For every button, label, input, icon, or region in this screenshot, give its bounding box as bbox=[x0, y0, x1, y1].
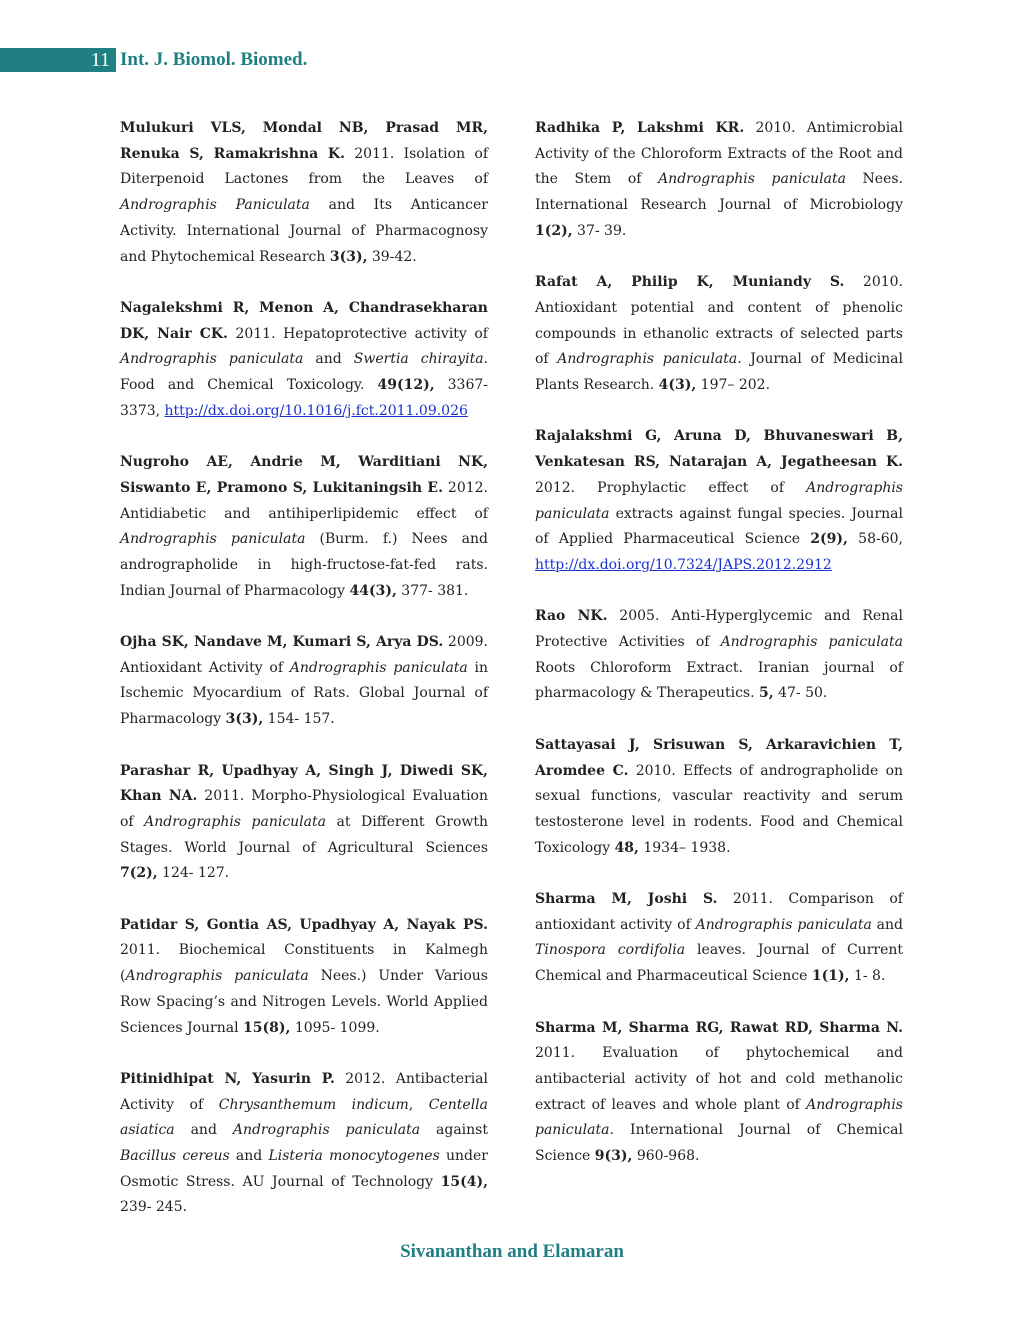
ref-text: 3367- 3373, bbox=[120, 377, 489, 419]
ref-bold-text: 48, bbox=[614, 839, 639, 856]
ref-bold-text: Pitinidhipat N, Yasurin P. bbox=[120, 1070, 335, 1087]
ref-text: Nees.) Under Various Row Spacing’s and Nitrogen Levels. World Applied Sciences Journal bbox=[120, 968, 488, 1036]
ref-text: 2012. Antibacterial Activity of bbox=[120, 1070, 489, 1113]
ref-bold-text: Mulukuri VLS, Mondal NB, Prasad MR, Renuka S, Ramakrishna K. bbox=[120, 120, 488, 162]
ref-bold-text: 5, bbox=[759, 685, 774, 702]
ref-italic-text: Andrographis paniculata bbox=[557, 351, 738, 368]
ref-text: 2011. Biochemical Constituents in Kalmegh ( bbox=[120, 942, 488, 985]
ref-bold-text: 2(9), bbox=[810, 531, 848, 548]
ref-text: 960-968. bbox=[632, 1148, 700, 1165]
ref-text: 2010. Antioxidant potential and content of phenolic compounds in ethanolic extracts of selected parts of bbox=[535, 274, 903, 368]
reference-entry bbox=[535, 604, 903, 707]
ref-text: 2011. Hepatoprotective activity of bbox=[227, 325, 488, 342]
ref-bold-text: Parashar R, Upadhyay A, Singh J, Diwedi SK, Khan NA. bbox=[120, 762, 488, 805]
ref-bold-text: 4(3), bbox=[658, 377, 697, 394]
journal-title: Int. J. Biomol. Biomed. bbox=[120, 49, 308, 70]
ref-italic-text: Andrographis paniculata bbox=[658, 171, 846, 188]
ref-text: 2012. Antidiabetic and antihiperlipidemic effect of bbox=[120, 479, 489, 522]
ref-bold-text: 1(2), bbox=[535, 222, 573, 239]
ref-text: 58-60, bbox=[847, 531, 903, 548]
ref-text: 124- 127. bbox=[157, 865, 230, 882]
ref-text: and bbox=[229, 1148, 269, 1165]
ref-italic-text: Andrographis paniculata bbox=[125, 968, 309, 985]
ref-text: 2010. Effects of andrographolide on sexual functions, vascular reactivity and serum testosterone level in rodents. Food and Chemical Toxicology bbox=[535, 762, 904, 856]
ref-text: 154- 157. bbox=[263, 711, 335, 728]
ref-bold-text: Sharma M, Joshi S. bbox=[535, 891, 718, 908]
ref-italic-text: Andrographis paniculata bbox=[535, 479, 903, 522]
ref-text: extracts against fungal species. Journal of Applied Pharmaceutical Science bbox=[535, 505, 903, 548]
ref-text: and bbox=[174, 1122, 233, 1139]
ref-bold-text: 1(1), bbox=[811, 968, 850, 985]
doi-link[interactable]: http://dx.doi.org/10.7324/JAPS.2012.2912 bbox=[535, 556, 832, 573]
ref-text: 2009. Antioxidant Activity of bbox=[120, 634, 489, 676]
ref-text: . Food and Chemical Toxicology. bbox=[120, 351, 488, 394]
ref-bold-text: 49(12), bbox=[377, 377, 435, 394]
ref-text: at Different Growth Stages. World Journal of Agricultural Sciences bbox=[120, 813, 489, 856]
ref-bold-text: Radhika P, Lakshmi KR. bbox=[535, 120, 745, 136]
ref-bold-text: 44(3), bbox=[349, 582, 397, 599]
ref-text: 197– 202. bbox=[696, 377, 771, 394]
ref-bold-text: Nugroho AE, Andrie M, Warditiani NK, Siswanto E, Pramono S, Lukitaningsih E. bbox=[120, 454, 488, 496]
ref-text: 2011. Comparison of antioxidant activity of bbox=[535, 891, 903, 933]
ref-text: in Ischemic Myocardium of Rats. Global Journal of Pharmacology bbox=[120, 659, 488, 728]
reference-entry bbox=[120, 913, 488, 1042]
ref-text: leaves. Journal of Current Chemical and Pharmaceutical Science bbox=[535, 942, 904, 985]
reference-entry bbox=[120, 116, 488, 270]
references-left-column bbox=[120, 116, 488, 1247]
reference-entry bbox=[535, 1016, 903, 1170]
ref-text: . Journal of Medicinal Plants Research. bbox=[535, 351, 903, 394]
ref-italic-text: Swertia chirayita bbox=[353, 351, 484, 368]
ref-italic-text: Andrographis paniculata bbox=[720, 634, 903, 651]
ref-italic-text: Andrographis paniculata bbox=[120, 351, 304, 368]
ref-italic-text: Andrographis Paniculata bbox=[120, 197, 310, 214]
ref-text: and bbox=[303, 351, 354, 368]
reference-entry bbox=[535, 116, 903, 245]
page-number: 11 bbox=[0, 48, 116, 72]
ref-text: against bbox=[420, 1122, 488, 1139]
ref-bold-text: Sharma M, Sharma RG, Rawat RD, Sharma N. bbox=[535, 1019, 903, 1036]
reference-entry bbox=[120, 759, 488, 888]
ref-text: 1- 8. bbox=[849, 968, 886, 985]
ref-text: 2011. Morpho-Physiological Evaluation of bbox=[120, 788, 488, 830]
ref-bold-text: 3(3), bbox=[329, 248, 368, 265]
ref-text: 1095- 1099. bbox=[290, 1019, 380, 1036]
ref-bold-text: 7(2), bbox=[120, 865, 158, 882]
footer-authors: Sivananthan and Elamaran bbox=[400, 1241, 624, 1262]
reference-entry bbox=[535, 424, 903, 578]
ref-text: Nees. International Research Journal of Microbiology bbox=[535, 171, 903, 214]
ref-text: 37- 39. bbox=[572, 222, 627, 239]
ref-italic-text: Bacillus cereus bbox=[120, 1148, 230, 1165]
reference-entry bbox=[120, 630, 488, 733]
ref-italic-text: Andrographis paniculata bbox=[144, 813, 326, 830]
ref-italic-text: Centella asiatica bbox=[120, 1096, 489, 1139]
references-right-column bbox=[535, 116, 903, 1195]
ref-bold-text: Sattayasai J, Srisuwan S, Arkaravichien T, Aromdee C. bbox=[535, 736, 903, 779]
ref-text: , bbox=[408, 1096, 429, 1113]
ref-text: 2005. Anti-Hyperglycemic and Renal Protective Activities of bbox=[535, 608, 903, 651]
ref-text: . International Journal of Chemical Science bbox=[535, 1122, 903, 1165]
ref-text: (Burm. f.) Nees and andrographolide in high-fructose-fat-fed rats. Indian Journal of Pharmacology bbox=[120, 531, 488, 599]
ref-italic-text: Chrysanthemum indicum bbox=[218, 1096, 409, 1113]
reference-entry bbox=[120, 1067, 488, 1221]
doi-link[interactable]: http://dx.doi.org/10.1016/j.fct.2011.09.026 bbox=[164, 402, 468, 419]
reference-entry bbox=[120, 296, 488, 425]
ref-text: 2011. Evaluation of phytochemical and antibacterial activity of hot and cold methanolic extract of leaves and whole plant of bbox=[535, 1045, 903, 1113]
ref-text: 2011. Isolation of Diterpenoid Lactones from the Leaves of bbox=[120, 145, 488, 188]
ref-italic-text: Andrographis paniculata bbox=[120, 531, 306, 548]
ref-italic-text: Andrographis paniculata bbox=[535, 1096, 903, 1139]
ref-italic-text: Andrographis paniculata bbox=[232, 1122, 421, 1139]
reference-entry bbox=[535, 733, 903, 862]
ref-bold-text: Nagalekshmi R, Menon A, Chandrasekharan DK, Nair CK. bbox=[120, 299, 488, 342]
reference-entry bbox=[535, 887, 903, 990]
ref-text: 239- 245. bbox=[120, 1199, 188, 1216]
reference-entry bbox=[535, 270, 903, 399]
ref-text: 2012. Prophylactic effect of bbox=[535, 479, 807, 496]
ref-text: 2010. Antimicrobial Activity of the Chloroform Extracts of the Root and the Stem of bbox=[535, 120, 903, 188]
ref-text: 47- 50. bbox=[773, 685, 828, 702]
ref-bold-text: 15(4), bbox=[440, 1173, 488, 1190]
ref-bold-text: 15(8), bbox=[243, 1019, 291, 1036]
ref-italic-text: Tinospora cordifolia bbox=[535, 942, 686, 959]
ref-italic-text: Andrographis paniculata bbox=[695, 916, 872, 933]
ref-text: 39-42. bbox=[367, 248, 417, 265]
page-header bbox=[0, 48, 307, 72]
ref-italic-text: Andrographis paniculata bbox=[289, 659, 468, 676]
ref-text: and Its Anticancer Activity. International Journal of Pharmacognosy and Phytochemical Research bbox=[120, 197, 488, 265]
ref-bold-text: Ojha SK, Nandave M, Kumari S, Arya DS. bbox=[120, 634, 444, 651]
ref-text: under Osmotic Stress. AU Journal of Technology bbox=[120, 1148, 488, 1190]
ref-text: 377- 381. bbox=[396, 582, 469, 599]
ref-bold-text: Rafat A, Philip K, Muniandy S. bbox=[535, 274, 845, 291]
ref-text: 1934– 1938. bbox=[638, 839, 731, 856]
ref-text: and bbox=[871, 916, 903, 933]
ref-bold-text: Rajalakshmi G, Aruna D, Bhuvaneswari B, Venkatesan RS, Natarajan A, Jegatheesan K. bbox=[535, 428, 903, 471]
ref-italic-text: Listeria monocytogenes bbox=[268, 1148, 440, 1165]
ref-bold-text: 9(3), bbox=[594, 1148, 633, 1165]
ref-text: Roots Chloroform Extract. Iranian journal of pharmacology & Therapeutics. bbox=[535, 659, 903, 702]
ref-bold-text: 3(3), bbox=[225, 711, 264, 728]
reference-entry bbox=[120, 450, 488, 604]
ref-bold-text: Patidar S, Gontia AS, Upadhyay A, Nayak PS. bbox=[120, 916, 488, 933]
ref-bold-text: Rao NK. bbox=[535, 608, 608, 625]
